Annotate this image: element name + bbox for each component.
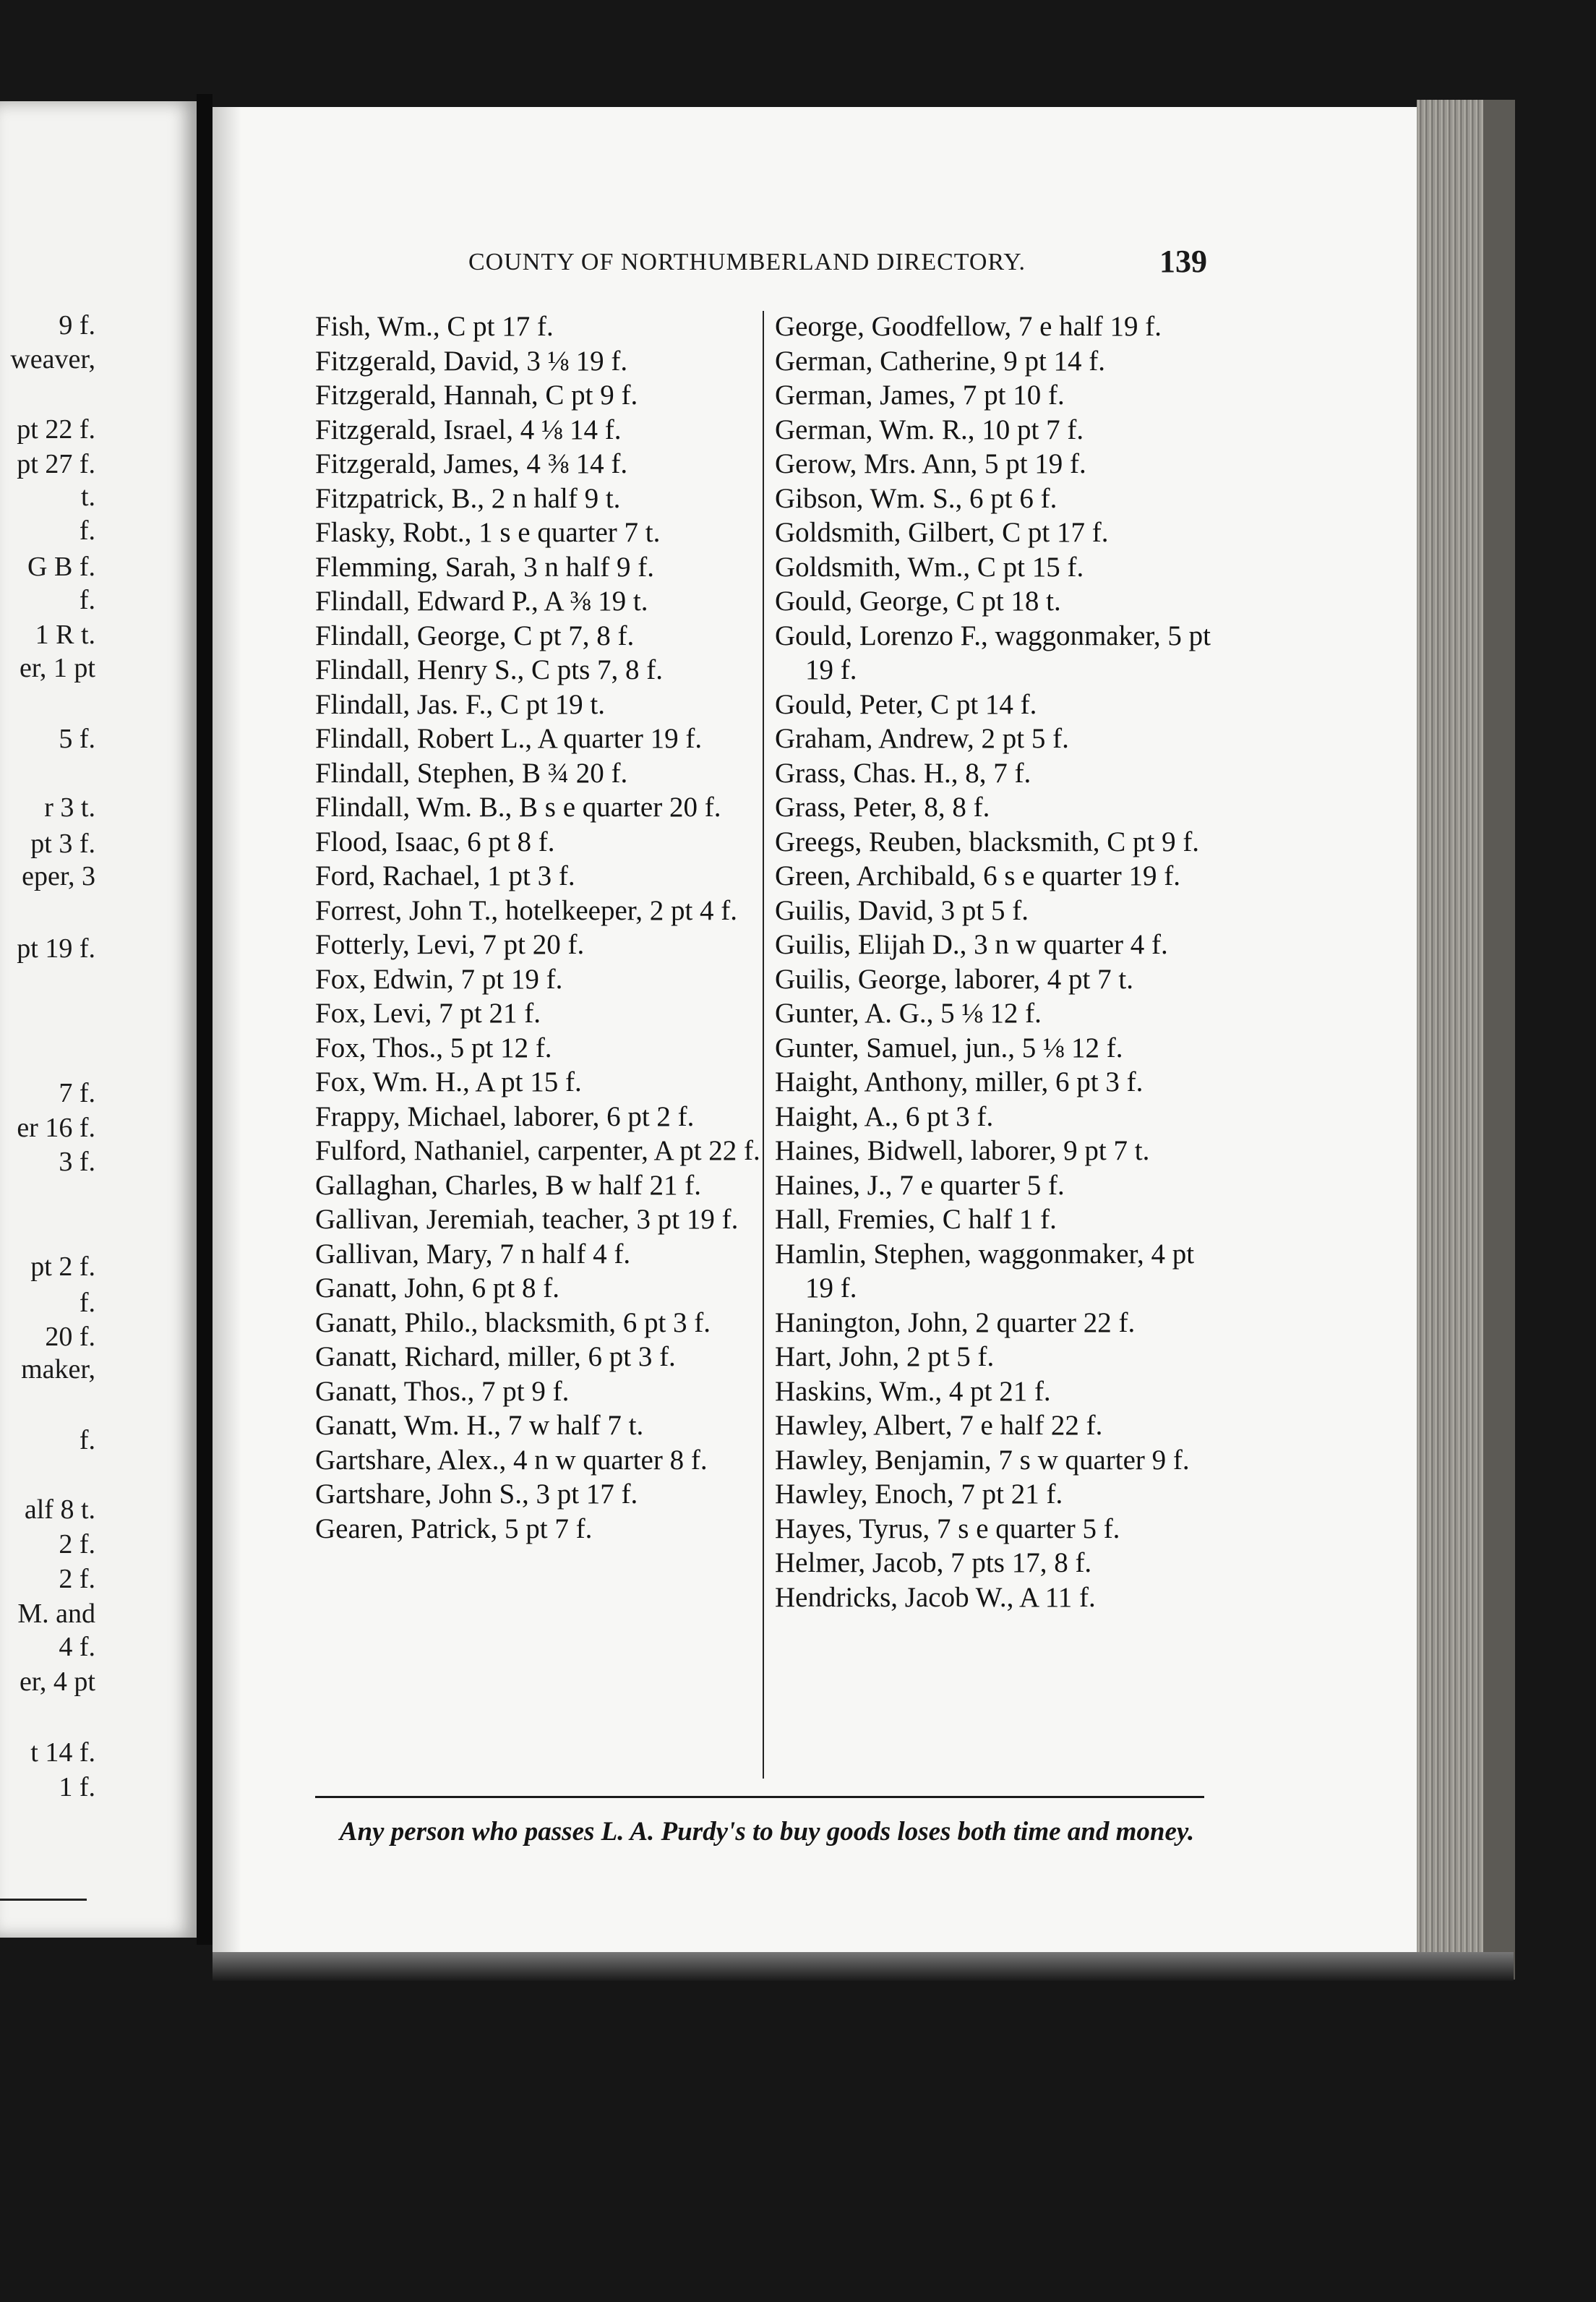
directory-entry: Fox, Levi, 7 pt 21 f. bbox=[315, 998, 541, 1029]
directory-entry: Ganatt, Wm. H., 7 w half 7 t. bbox=[315, 1410, 644, 1441]
directory-entry: Fish, Wm., C pt 17 f. bbox=[315, 311, 554, 342]
previous-page-line: maker, bbox=[21, 1354, 95, 1385]
previous-page-line: pt 2 f. bbox=[30, 1251, 95, 1282]
directory-entry: Gartshare, Alex., 4 n w quarter 8 f. bbox=[315, 1444, 708, 1476]
directory-entry: Hawley, Albert, 7 e half 22 f. bbox=[775, 1410, 1103, 1441]
previous-page-line: f. bbox=[79, 515, 95, 546]
directory-entry: Gerow, Mrs. Ann, 5 pt 19 f. bbox=[775, 448, 1086, 479]
previous-page-line: 5 f. bbox=[59, 724, 95, 754]
directory-entry: Guilis, David, 3 pt 5 f. bbox=[775, 894, 1029, 926]
directory-entry: Ganatt, Thos., 7 pt 9 f. bbox=[315, 1375, 570, 1407]
previous-page-line: 3 f. bbox=[59, 1147, 95, 1177]
directory-entry: Flemming, Sarah, 3 n half 9 f. bbox=[315, 551, 655, 583]
page-edges bbox=[1417, 100, 1515, 1980]
previous-page-line: M. and bbox=[17, 1599, 95, 1629]
directory-entry: Gunter, A. G., 5 ⅛ 12 f. bbox=[775, 998, 1042, 1029]
footer-rule bbox=[315, 1796, 1204, 1798]
previous-page-line: er 16 f. bbox=[17, 1113, 95, 1143]
directory-entry: Haskins, Wm., 4 pt 21 f. bbox=[775, 1375, 1051, 1407]
directory-entry: Goldsmith, Gilbert, C pt 17 f. bbox=[775, 517, 1109, 548]
directory-entry: Forrest, John T., hotelkeeper, 2 pt 4 f. bbox=[315, 894, 738, 926]
previous-page-line: 1 f. bbox=[59, 1772, 95, 1802]
directory-entry: Hanington, John, 2 quarter 22 f. bbox=[775, 1306, 1136, 1338]
previous-page-line: 7 f. bbox=[59, 1078, 95, 1108]
previous-page-line: G B f. bbox=[27, 552, 95, 582]
directory-entry: Haight, Anthony, miller, 6 pt 3 f. bbox=[775, 1066, 1144, 1097]
previous-page-line: 1 R t. bbox=[35, 620, 95, 650]
directory-entry: Gould, Peter, C pt 14 f. bbox=[775, 688, 1037, 720]
directory-entry: Flood, Isaac, 6 pt 8 f. bbox=[315, 826, 555, 857]
previous-page-line: pt 19 f. bbox=[17, 933, 95, 964]
directory-entry: Fox, Wm. H., A pt 15 f. bbox=[315, 1066, 582, 1097]
directory-entry: Hawley, Enoch, 7 pt 21 f. bbox=[775, 1479, 1063, 1510]
page-number: 139 bbox=[1159, 244, 1207, 279]
directory-entry: Flindall, Henry S., C pts 7, 8 f. bbox=[315, 654, 664, 685]
directory-entry: Haines, J., 7 e quarter 5 f. bbox=[775, 1169, 1065, 1201]
directory-entry: Gunter, Samuel, jun., 5 ⅛ 12 f. bbox=[775, 1032, 1123, 1064]
directory-entry: Gibson, Wm. S., 6 pt 6 f. bbox=[775, 482, 1057, 514]
directory-entry: Graham, Andrew, 2 pt 5 f. bbox=[775, 723, 1069, 754]
directory-entry: Fitzgerald, James, 4 ⅜ 14 f. bbox=[315, 448, 628, 479]
previous-page-line: f. bbox=[79, 1425, 95, 1455]
directory-entry: Hamlin, Stephen, waggonmaker, 4 pt 19 f. bbox=[775, 1238, 1195, 1304]
directory-entry: Greegs, Reuben, blacksmith, C pt 9 f. bbox=[775, 826, 1200, 857]
footer-advertisement: Any person who passes L. A. Purdy's to buy goods loses both time and money. bbox=[339, 1817, 1195, 1847]
directory-entry: Fitzgerald, Hannah, C pt 9 f. bbox=[315, 380, 638, 411]
previous-page-line: t 14 f. bbox=[30, 1737, 95, 1768]
directory-entry: Gartshare, John S., 3 pt 17 f. bbox=[315, 1479, 638, 1510]
directory-entry: Green, Archibald, 6 s e quarter 19 f. bbox=[775, 860, 1180, 891]
directory-entry: George, Goodfellow, 7 e half 19 f. bbox=[775, 311, 1162, 342]
previous-page-line: eper, 3 bbox=[22, 861, 95, 891]
directory-entry: Ganatt, Philo., blacksmith, 6 pt 3 f. bbox=[315, 1306, 711, 1338]
directory-entry: Ford, Rachael, 1 pt 3 f. bbox=[315, 860, 575, 891]
directory-column-right bbox=[775, 309, 1217, 1614]
previous-page-footer-rule bbox=[0, 1899, 87, 1901]
directory-entry: Fulford, Nathaniel, carpenter, A pt 22 f. bbox=[315, 1135, 760, 1166]
directory-entry: Fitzgerald, Israel, 4 ⅛ 14 f. bbox=[315, 414, 622, 445]
directory-entry: Hall, Fremies, C half 1 f. bbox=[775, 1204, 1057, 1235]
previous-page-line: 2 f. bbox=[59, 1529, 95, 1559]
directory-entry: Goldsmith, Wm., C pt 15 f. bbox=[775, 551, 1084, 583]
directory-column-left bbox=[315, 309, 762, 1546]
page-bottom-shadow bbox=[213, 1952, 1514, 1981]
directory-entry: Hawley, Benjamin, 7 s w quarter 9 f. bbox=[775, 1444, 1190, 1476]
directory-entry: Haines, Bidwell, laborer, 9 pt 7 t. bbox=[775, 1135, 1150, 1166]
directory-entry: German, Wm. R., 10 pt 7 f. bbox=[775, 414, 1084, 445]
directory-entry: Hendricks, Jacob W., A 11 f. bbox=[775, 1581, 1096, 1613]
column-divider bbox=[763, 311, 764, 1779]
previous-page-line: 9 f. bbox=[59, 310, 95, 341]
previous-page-line: pt 27 f. bbox=[17, 449, 95, 479]
directory-entry: Flasky, Robt., 1 s e quarter 7 t. bbox=[315, 517, 661, 548]
directory-entry: Flindall, Jas. F., C pt 19 t. bbox=[315, 688, 606, 720]
previous-page-line: f. bbox=[79, 1288, 95, 1318]
previous-page-line: 20 f. bbox=[45, 1322, 95, 1352]
previous-page-fragment bbox=[0, 101, 197, 1938]
directory-entry: Gearen, Patrick, 5 pt 7 f. bbox=[315, 1512, 593, 1544]
directory-entry: Ganatt, John, 6 pt 8 f. bbox=[315, 1272, 559, 1304]
directory-entry: Fitzgerald, David, 3 ⅛ 19 f. bbox=[315, 345, 628, 377]
directory-entry: Hart, John, 2 pt 5 f. bbox=[775, 1341, 995, 1372]
directory-entry: Grass, Peter, 8, 8 f. bbox=[775, 792, 990, 823]
previous-page-line: pt 22 f. bbox=[17, 414, 95, 445]
running-title: COUNTY OF NORTHUMBERLAND DIRECTORY. bbox=[468, 249, 1026, 275]
previous-page-line: f. bbox=[79, 585, 95, 615]
directory-entry: Fotterly, Levi, 7 pt 20 f. bbox=[315, 929, 585, 960]
previous-page-line: er, 1 pt bbox=[19, 653, 95, 683]
directory-entry: Gould, Lorenzo F., waggonmaker, 5 pt 19 f. bbox=[775, 620, 1211, 685]
previous-page-line: t. bbox=[80, 482, 95, 512]
previous-page-line: 2 f. bbox=[59, 1564, 95, 1594]
directory-entry: Hayes, Tyrus, 7 s e quarter 5 f. bbox=[775, 1512, 1120, 1544]
directory-entry: Guilis, George, laborer, 4 pt 7 t. bbox=[775, 963, 1133, 995]
previous-page-line: weaver, bbox=[10, 344, 95, 375]
previous-page-line: alf 8 t. bbox=[24, 1494, 95, 1525]
directory-entry: Frappy, Michael, laborer, 6 pt 2 f. bbox=[315, 1100, 695, 1132]
directory-entry: Helmer, Jacob, 7 pts 17, 8 f. bbox=[775, 1547, 1092, 1578]
previous-page-line: er, 4 pt bbox=[19, 1666, 95, 1697]
directory-entry: Guilis, Elijah D., 3 n w quarter 4 f. bbox=[775, 929, 1168, 960]
directory-entry: Flindall, George, C pt 7, 8 f. bbox=[315, 620, 635, 651]
previous-page-line: pt 3 f. bbox=[30, 829, 95, 859]
directory-entry: Fox, Thos., 5 pt 12 f. bbox=[315, 1032, 552, 1064]
directory-entry: Flindall, Wm. B., B s e quarter 20 f. bbox=[315, 792, 721, 823]
directory-entry: Gallivan, Jeremiah, teacher, 3 pt 19 f. bbox=[315, 1204, 739, 1235]
directory-entry: Fitzpatrick, B., 2 n half 9 t. bbox=[315, 482, 621, 514]
directory-entry: Gould, George, C pt 18 t. bbox=[775, 586, 1061, 617]
directory-entry: German, James, 7 pt 10 f. bbox=[775, 380, 1065, 411]
directory-entry: Haight, A., 6 pt 3 f. bbox=[775, 1100, 994, 1132]
previous-page-line: r 3 t. bbox=[44, 792, 95, 823]
directory-entry: Flindall, Edward P., A ⅜ 19 t. bbox=[315, 586, 648, 617]
directory-entry: Gallivan, Mary, 7 n half 4 f. bbox=[315, 1238, 631, 1270]
directory-entry: German, Catherine, 9 pt 14 f. bbox=[775, 345, 1106, 377]
directory-entry: Fox, Edwin, 7 pt 19 f. bbox=[315, 963, 563, 995]
previous-page-line: 4 f. bbox=[59, 1632, 95, 1662]
directory-entry: Flindall, Robert L., A quarter 19 f. bbox=[315, 723, 703, 754]
directory-entry: Flindall, Stephen, B ¾ 20 f. bbox=[315, 757, 628, 789]
directory-entry: Gallaghan, Charles, B w half 21 f. bbox=[315, 1169, 701, 1201]
directory-entry: Ganatt, Richard, miller, 6 pt 3 f. bbox=[315, 1341, 676, 1372]
directory-entry: Grass, Chas. H., 8, 7 f. bbox=[775, 757, 1031, 789]
book-gutter bbox=[197, 94, 213, 1945]
